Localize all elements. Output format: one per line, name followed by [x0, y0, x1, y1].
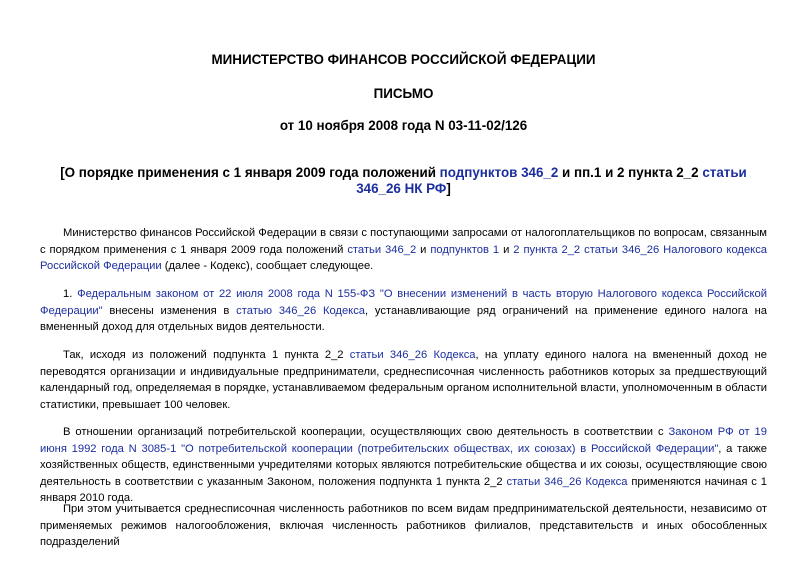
p1-text-1: Министерство финансов Российской Федерации в связи с поступающими запросами от налогоплательщиков по вопросам, связанным с порядком применения с 1 января 2009 года положений: [40, 227, 767, 256]
p2-text-2: внесены изменения в: [102, 304, 237, 317]
p4-text-1: В отношении организаций потребительской кооперации, осуществляющих свою деятельность в соответствии с: [63, 426, 669, 438]
paragraph-1: [40, 286, 767, 336]
p4-link-law-cooperation[interactable]: Законом РФ от 19 июня 1992 года N 3085-1 "О потребительской кооперации (потребительских обществах, их союзах) в Российской Федерации": [40, 426, 767, 455]
document-date-number: от 10 ноября 2008 года N 03-11-02/126: [279, 118, 528, 133]
subject-text-2: и пп.1 и 2 пункта 2_2: [558, 165, 703, 180]
p2-link-article[interactable]: статью 346_26 Кодекса: [236, 304, 366, 317]
document-type: ПИСЬМО: [373, 86, 434, 101]
paragraph-headcount-limit: [40, 347, 767, 413]
p1-text-2: и: [416, 243, 431, 256]
p1-link-article[interactable]: статьи 346_2: [347, 243, 417, 256]
p3-link-article[interactable]: статьи 346_26 Кодекса: [349, 349, 476, 361]
paragraph-cooperatives: [40, 424, 767, 507]
document-subject: [40, 165, 767, 197]
p4-link-article[interactable]: статьи 346_26 Кодекса: [506, 475, 628, 488]
subject-text-3: ]: [446, 181, 451, 196]
p4-text-3: применяются начиная с 1 января 2010 года.: [40, 475, 767, 504]
p1-link-subparagraph[interactable]: подпунктов 1: [430, 243, 500, 256]
p1-text-3: и: [499, 243, 514, 256]
subject-link-subparagraphs[interactable]: подпунктов 346_2: [439, 165, 559, 180]
p1-text-4: (далее - Кодекс), сообщает следующее.: [161, 260, 374, 272]
p4-text-2: , а также хозяйственных обществ, единственными учредителями которых являются потребительские общества и их союзы, осуществляющие свою деятельность в соответствии с указанным Законом, положения подпункта 1 пункта 2_2: [40, 442, 767, 488]
p2-text-3: , устанавливающие ряд ограничений на применение единого налога на вмененный доход для отдельных видов деятельности.: [40, 304, 767, 333]
subject-link-article[interactable]: статьи 346_26 НК РФ: [356, 165, 747, 196]
p3-text-2: , на уплату единого налога на вмененный доход не переводятся организации и индивидуальные предприниматели, среднесписочная численность работников которых за предшествующий календарный год, определяемая в порядке, устанавливаемом федеральным органом исполнительной власти, уполномоченным в области статистики, превышает 100 человек.: [40, 349, 767, 411]
p3-text-1: Так, исходя из положений подпункта 1 пункта 2_2: [63, 349, 350, 361]
subject-text-1: [О порядке применения с 1 января 2009 года положений: [60, 165, 440, 180]
p5-text-1: При этом учитывается среднесписочная численность работников по всем видам предпринимательской деятельности, независимо от применяемых режимов налогообложения, включая численность работников филиалов, представительств и иных обособленных подразделений: [40, 503, 767, 548]
p2-link-federal-law[interactable]: Федеральным законом от 22 июля 2008 года N 155-ФЗ "О внесении изменений в часть вторую Налогового кодекса Российской Федерации": [40, 288, 767, 317]
paragraph-headcount-calculation: [40, 501, 767, 551]
p2-text-1: 1.: [63, 288, 78, 300]
paragraph-intro: [40, 225, 767, 275]
p1-link-tax-code[interactable]: 2 пункта 2_2 статьи 346_26 Налогового кодекса Российской Федерации: [40, 243, 768, 272]
ministry-title: МИНИСТЕРСТВО ФИНАНСОВ РОССИЙСКОЙ ФЕДЕРАЦИИ: [211, 52, 596, 67]
